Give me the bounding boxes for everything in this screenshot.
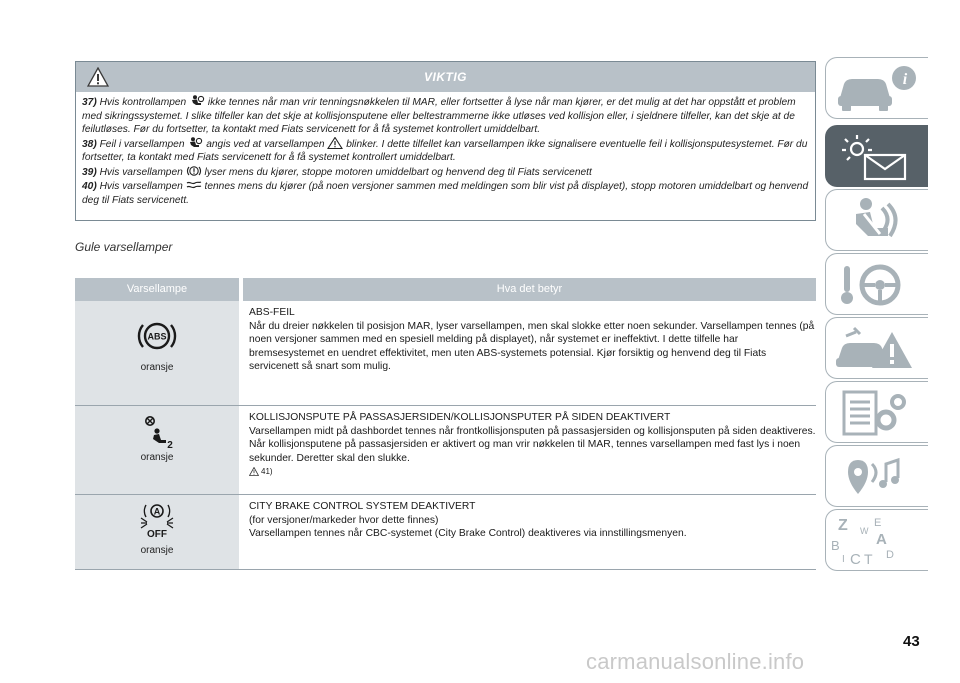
note-text: tennes mens du kjører (på noen versjoner sammen med meldingen som blir vist på displayet), stopp motoren umiddelbart og henvend deg til Fiats servicenett. — [82, 181, 809, 206]
nav-tab-warning-lights[interactable] — [825, 125, 928, 187]
row-heading: ABS-FEIL — [249, 307, 295, 318]
note-38 — [82, 137, 809, 165]
svg-text:ABS: ABS — [147, 331, 167, 342]
svg-text:B: B — [831, 538, 840, 553]
note-text: ikke tennes når man vrir tenningsnøkkelen til MAR, eller fortsetter å lyse når man kjører, er det mulig at det har oppstått et problem med sikringssystemet. I slike tilfeller kan det skje at kollisjonsputene eller beltestrammerne ikke utløses ved kollisjon eller, i sjeldnere tilfeller, kan det skje at de feilutløses. Før du fortsetter, ta kontakt med Fiats servicenett for å få systemet kontrollert umiddelbart. — [82, 97, 796, 135]
abs-warning-icon — [137, 316, 177, 356]
row-heading: KOLLISJONSPUTE PÅ PASSASJERSIDEN/KOLLISJONSPUTER PÅ SIDEN DEAKTIVERT — [249, 412, 671, 423]
breakdown-icon — [826, 318, 929, 380]
meaning-cell — [239, 301, 816, 405]
svg-text:I: I — [842, 554, 845, 565]
note-40 — [82, 179, 809, 207]
row-text: Varsellampen tennes når CBC-systemet (City Brake Control) deaktiveres via innstillingsmenyen. — [249, 528, 687, 540]
notes-list — [76, 92, 815, 207]
svg-text:A: A — [876, 531, 887, 548]
warning-lights-table — [75, 278, 816, 570]
table-header — [75, 278, 816, 301]
note-37 — [82, 95, 809, 137]
nav-tab-safety[interactable] — [825, 189, 928, 251]
row-heading: CITY BRAKE CONTROL SYSTEM DEAKTIVERT — [249, 501, 476, 512]
warning-triangle-icon — [87, 67, 109, 87]
row-subheading: (for versjoner/markeder hvor dette finnes) — [249, 514, 439, 526]
nav-tab-maintenance[interactable] — [825, 381, 928, 443]
nav-tab-emergency[interactable] — [825, 317, 928, 379]
meaning-cell — [239, 406, 816, 494]
important-notice-title: VIKTIG — [423, 70, 467, 84]
meaning-cell — [239, 495, 816, 569]
lamp-color-label: oransje — [140, 362, 174, 373]
city-brake-off-icon — [137, 501, 177, 541]
lamp-cell — [75, 495, 239, 569]
note-text: angis ved at varsellampen — [206, 138, 325, 150]
nav-tab-index[interactable] — [825, 509, 928, 571]
multimedia-icon — [826, 446, 929, 508]
note-39 — [82, 165, 809, 180]
svg-text:Z: Z — [838, 517, 848, 534]
note-text: Hvis varsellampen — [99, 166, 183, 178]
airbag-warning-icon — [189, 95, 205, 107]
engine-coolant-icon — [186, 179, 202, 191]
svg-text:A: A — [153, 506, 161, 517]
nav-tab-multimedia[interactable] — [825, 445, 928, 507]
row-text: Varsellampen midt på dashbordet tennes når frontkollisjonsputen på passasjersiden og kollisjonsputen på siden deaktiveres. Når kollisjonsputene på passasjersiden er aktivert og man vrir nøkkelen til MAR, tennes varsellampen med fast lys i noen sekunder. Deretter skal den slukke. — [249, 425, 816, 464]
svg-text:T: T — [864, 551, 873, 567]
note-text: Hvis kontrollampen — [99, 97, 187, 108]
svg-text:E: E — [874, 517, 882, 529]
nav-tab-starting-driving[interactable] — [825, 253, 928, 315]
table-row — [75, 406, 816, 495]
note-number: 37) — [82, 97, 97, 108]
lamp-cell — [75, 406, 239, 494]
column-header-lamp: Varsellampe — [75, 278, 239, 301]
warning-light-message-icon — [825, 125, 928, 187]
seat-safety-icon — [826, 190, 929, 252]
row-text: Når du dreier nøkkelen til posisjon MAR, lyser varsellampen, men skal slokke etter noen sekunder. Varsellampen tennes (på noen versjoner sammen med en spesiell melding på displayet), når systemet er ineffektivt. I dette tilfelle har bremsesystemet en uendret effektivitet, men uten ABS-systemets potensial. Kjør forsiktig og henvend deg til Fiats servicenett så snart som mulig. — [249, 320, 815, 373]
table-row — [75, 495, 816, 570]
svg-text:i: i — [902, 71, 908, 88]
section-title: Gule varsellamper — [75, 240, 173, 254]
svg-text:C: C — [850, 551, 861, 568]
svg-text:2: 2 — [167, 440, 173, 451]
note-reference — [249, 465, 816, 481]
lamp-cell — [75, 301, 239, 405]
page-number: 43 — [903, 633, 920, 650]
note-text: Feil i varsellampen — [99, 138, 185, 150]
table-row — [75, 301, 816, 406]
important-notice-header — [76, 62, 815, 92]
important-notice-box — [75, 61, 816, 221]
note-number: 40) — [82, 181, 97, 192]
steering-wheel-key-icon — [826, 254, 929, 316]
note-reference-number: 41) — [261, 467, 273, 477]
note-text: blinker. I dette tilfellet kan varsellampen ikke signalisere eventuelle feil i kollisjonsputesystemet. Før du fortsetter, ta kontakt med Fiats servicenett for å få systemet kontrollert umiddelbart. — [82, 138, 808, 163]
index-icon — [826, 510, 929, 572]
car-info-icon — [826, 58, 929, 120]
warning-triangle-icon — [327, 137, 343, 149]
column-header-meaning: Hva det betyr — [243, 278, 816, 301]
nav-tab-car-info[interactable] — [825, 57, 928, 119]
note-text: lyser mens du kjører, stoppe motoren umiddelbart og henvend deg til Fiats servicenett — [204, 166, 592, 178]
warning-triangle-icon — [249, 467, 259, 476]
maintenance-icon — [826, 382, 929, 444]
svg-text:OFF: OFF — [147, 529, 167, 540]
lamp-color-label: oransje — [140, 545, 174, 556]
svg-text:D: D — [886, 549, 894, 561]
watermark: carmanualsonline.info — [586, 649, 805, 674]
svg-text:W: W — [860, 526, 869, 536]
note-text: Hvis varsellampen — [99, 181, 183, 192]
brake-warning-icon — [186, 165, 202, 177]
airbag-warning-icon — [187, 137, 203, 149]
note-number: 39) — [82, 166, 97, 178]
passenger-airbag-off-icon — [137, 411, 177, 451]
note-number: 38) — [82, 138, 97, 150]
lamp-color-label: oransje — [140, 452, 174, 463]
